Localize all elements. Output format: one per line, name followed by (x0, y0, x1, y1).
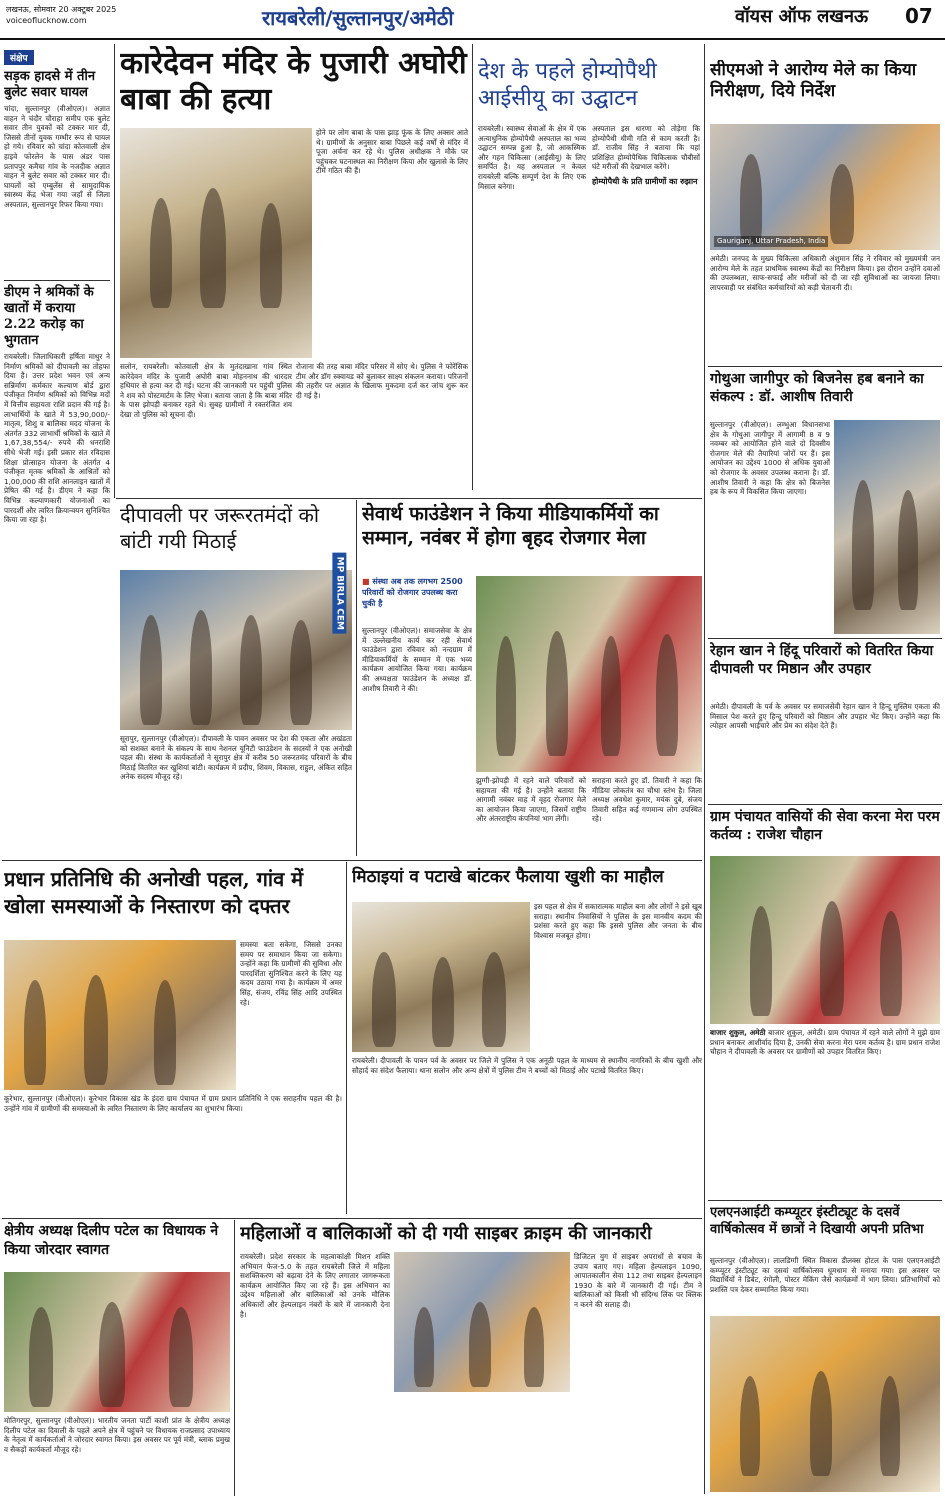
lnit-headline: एलएनआईटी कम्प्यूटर इंस्टीट्यूट के दसवें वार्षिकोत्सव में छात्रों ने दिखायी अपनी प्रतिभा (710, 1205, 924, 1237)
divider (2, 860, 702, 861)
kshetriya-story (4, 1222, 230, 1270)
gothua-story (710, 370, 940, 416)
lnit-photo (710, 1316, 940, 1492)
person-figure (200, 188, 226, 308)
sevarth-photo (476, 576, 702, 772)
dateline: लखनऊ, सोमवार 20 अक्टूबर 2025 (6, 5, 117, 14)
cyber-photo (394, 1252, 570, 1392)
divider (708, 1200, 942, 1201)
photo-geotag: Gauriganj, Uttar Pradesh, India (714, 236, 828, 247)
page-number: 07 (905, 4, 933, 28)
lead-headline: कारेदेवन मंदिर के पुजारी अघोरी बाबा की हत्या (120, 46, 467, 117)
person-figure (880, 1376, 900, 1476)
mithai-photo (352, 902, 530, 1052)
camp-body: सूरापुर, सुल्तानपुर (वीओएल)। दीपावली के पावन अवसर पर देश की एकता और अखंडता को सशक्त बनाने के संकल्प के साथ नेशनल यूनिटी फाउंडेशन के सदस्यों ने एक अनोखी पहल की। संस्था के कार्यकर्ताओं ने सूरापुर क्षेत्र में करीब 50 जरूरतमंद परिवारों के बीच मिठाई वितरित कर खुशियां बांटी। कार्यक्रम में प्रदीप, शिवम, विकास, राहुल, अंकित सहित अनेक सदस्य मौजूद रहे। (120, 734, 352, 782)
column-rule (114, 44, 115, 498)
person-figure (740, 154, 762, 244)
brief-body: चांदा, सुल्तानपुर (वीओएल)। अज्ञात वाहन ने चंदौर चौराहा समीप एक बुलेट सवार तीन युवकों को टक्कर मार दी, जिससे तीनों युवक गम्भीर रूप से घायल हो गये। रविवार को चांदा कोतवाली क्षेत्र हाइवे फोरलेन के पास अंडर पास प्रतापपुर कमैचा गांव के नजदीक अज्ञात वाहन ने बुलेट सवार को टक्कर मार दी। घायलों को एम्बुलेंस से सामुदायिक स्वास्थ्य केंद्र भेजा गया जहाँ से जिला अस्पताल, सुल्तानपुर रिफर किया गया। (4, 104, 110, 209)
mithai-body: इस पहल से क्षेत्र में सकारात्मक माहौल बना और लोगों ने इसे खूब सराहा। स्थानीय निवासियों ने पुलिस के इस मानवीय कदम की प्रशंसा करते हुए कहा कि इससे पुलिस और जनता के बीच विश्वास मजबूत होगा। (534, 902, 702, 940)
gothua-photo (834, 420, 940, 634)
brief-body: रायबरेली। जिलाधिकारी हर्षिता माथुर ने निर्माण श्रमिकों को दीपावली का तोहफा दिया है। उत्तर प्रदेश भवन एवं अन्य सन्निर्माण कर्मकार कल्याण बोर्ड द्वारा पंजीकृत निर्माण श्रमिकों को विभिन्न मदों में वित्तीय सहायता राशि प्रदान की गई है। लाभार्थियों के खाते में 53,90,000/- मातृत्व, शिशु व बालिका मदद योजना के अंतर्गत 332 लाभार्थी श्रमिकों के खाते में 1,67,38,554/- रुपये की धनराशि सीधे भेजी गई। इसी प्रकार संत रविदास शिक्षा प्रोत्साहन योजना के अंतर्गत 4 पंजीकृत मृतक श्रमिकों के आश्रितों को 1,00,000 की राशि आनलाइन खातों में प्रेषित की गई है। डीएम ने कहा कि विभिन्न कल्याणकारी योजनाओं का पारदर्शी और त्वरित क्रियान्वयन सुनिश्चित किया जा रहा है। (4, 352, 110, 525)
pradhan-body: समस्या बता सकेगा, जिससे उनका समय पर समाधान किया जा सकेगा। उन्होंने कहा कि ग्रामीणों की सुविधा और पारदर्शिता सुनिश्चित करने के लिए यह कदम उठाया गया है। कार्यक्रम में अमर सिंह, संजय, रविंद्र सिंह आदि उपस्थित रहे। (240, 940, 342, 1007)
section-title: रायबरेली/सुल्तानपुर/अमेठी (262, 6, 454, 30)
cyber-headline: महिलाओं व बालिकाओं को दी गयी साइबर क्राइम की जानकारी (240, 1223, 652, 1244)
person-figure (898, 490, 918, 610)
person-figure (29, 1307, 53, 1407)
mithai-body: रायबरेली। दीपावली के पावन पर्व के अवसर पर जिले में पुलिस ने एक अनूठी पहल के माध्यम से स्थानीय नागरिकों के बीच खुशी और सौहार्द का संदेश फैलाया। थाना सलोन और अन्य क्षेत्रों में पुलिस टीम ने बच्चों को मिठाई और पटाखे वितरित किए। (352, 1056, 702, 1075)
website[interactable]: voiceoflucknow.com (6, 16, 87, 25)
gram-headline: ग्राम पंचायत वासियों की सेवा करना मेरा परम कर्तव्य : राजेश चौहान (710, 809, 940, 843)
lnit-story (710, 1204, 940, 1252)
homeo-headline: देश के पहले होम्योपैथी आईसीयू का उद्घाटन (478, 59, 657, 111)
lead-photo (120, 128, 312, 358)
person-figure (546, 631, 568, 756)
rehan-body: अमेठी। दीपावली के पर्व के अवसर पर समाजसेवी रेहान खान ने हिन्दू मुस्लिम एकता की मिसाल पेश करते हुए हिन्दू परिवारों को मिष्ठान और उपहार भेंट किए। उन्होंने कहा कि त्योहार आपसी भाईचारे और प्रेम का संदेश देते हैं। (710, 702, 940, 731)
homeo-body: रायबरेली। स्वास्थ्य सेवाओं के क्षेत्र में एक अत्याधुनिक होम्योपैथी अस्पताल का भव्य उद्घाटन सम्पन्न हुआ है, जो आकस्मिक और गहन चिकित्सा (आईसीयू) के लिए समर्पित है। यह अस्पताल न केवल रायबरेली बल्कि सम्पूर्ण देश के लिए एक मिसाल बनेगा। (478, 124, 586, 191)
column-rule (346, 862, 347, 1214)
person-figure (290, 620, 312, 725)
brief-headline: सड़क हादसे में तीन बुलेट सवार घायल (4, 69, 96, 100)
person-figure (820, 901, 844, 1016)
divider (116, 498, 702, 499)
sevarth-bullet (362, 576, 472, 622)
gram-photo (710, 856, 940, 1024)
pradhan-body: कूरेभार, सुल्तानपुर (वीओएल)। कूरेभार विकास खंड के इंदरा ग्राम पंचायत में ग्राम प्रधान प्रतिनिधि ने एक सराहनीय पहल की है। उन्होंने गांव में ग्रामीणों की समस्याओं के त्वरित निस्तारण के लिए कार्यालय का शुभारंभ किया। (4, 1094, 342, 1113)
dateline-block (6, 4, 116, 26)
person-figure (469, 1302, 491, 1387)
pradhan-photo (4, 940, 236, 1090)
divider (708, 366, 942, 367)
column-rule (356, 500, 357, 856)
homeo-body-col (592, 124, 700, 490)
gothua-headline: गोथुआ जागीपुर को बिजनेस हब बनाने का संकल्प : डॉ. आशीष तिवारी (710, 371, 924, 405)
person-figure (880, 911, 902, 1016)
person-figure (656, 634, 678, 756)
gram-dateline: बाजार शुकुल, अमेठी (710, 1028, 766, 1037)
person-figure (84, 975, 108, 1085)
cmo-story (710, 60, 940, 120)
cyber-story (240, 1222, 702, 1248)
person-figure (601, 636, 621, 756)
gram-story (710, 808, 940, 852)
column-rule (234, 1220, 235, 1496)
divider (708, 638, 942, 639)
rehan-headline: रेहान खान ने हिंदू परिवारों को वितरित किया दीपावली पर मिष्ठान और उपहार (710, 643, 934, 677)
person-figure (24, 980, 46, 1085)
sevarth-story (362, 502, 702, 572)
mithai-story (352, 866, 702, 902)
kshetriya-photo (4, 1272, 230, 1412)
gothua-body: सुल्तानपुर (वीओएल)। लम्भुआ विधानसभा क्षेत्र के गोथुआ जागीपुर में आगामी 8 व 9 नवम्बर को आयोजित होने वाले दो दिवसीय रोजगार मेले की तैयारियां जोरों पर हैं। इस आयोजन का उद्देश्य 1000 से अधिक युवाओं को रोजगार के अवसर उपलब्ध कराना है। डॉ. आशीष तिवारी ने कहा कि क्षेत्र को बिजनेस हब के रूप में विकसित किया जाएगा। (710, 420, 830, 497)
sevarth-body: सराहना करते हुए डॉ. तिवारी ने कहा कि मीडिया लोकतंत्र का चौथा स्तंभ है। जिला अध्यक्ष अवधेश कुमार, मयंक दुबे, संजय तिवारी सहित कई गणमान्य लोग उपस्थित रहे। (592, 776, 702, 824)
camp-photo (120, 556, 352, 730)
person-figure (432, 957, 454, 1047)
sevarth-body: सुल्तानपुर (वीओएल)। समाजसेवा के क्षेत्र में उल्लेखनीय कार्य कर रही सेवार्थ फाउंडेशन द्वारा रविवार को नन्दग्राम में मीडियाकर्मियों के सम्मान में एक भव्य कार्यक्रम आयोजित किया गया। कार्यक्रम की अध्यक्षता फाउंडेशन के अध्यक्ष डॉ. आशीष तिवारी ने की। (362, 626, 472, 693)
person-figure (260, 203, 282, 308)
person-figure (810, 1371, 832, 1476)
cmo-headline: सीएमओ ने आरोग्य मेले का किया निरीक्षण, दिये निर्देश (710, 60, 917, 101)
person-figure (740, 1376, 760, 1476)
camp-story (120, 502, 352, 566)
sevarth-bullet-text: ■ संस्था अब तक लगभग 2500 परिवारों को रोजगार उपलब्ध करा चुकी है (362, 576, 472, 609)
kshetriya-headline: क्षेत्रीय अध्यक्ष दिलीप पटेल का विधायक ने किया जोरदार स्वागत (4, 1223, 219, 1258)
brand-name: वॉयस ऑफ लखनऊ (735, 6, 869, 27)
person-figure (154, 980, 176, 1085)
person-figure (372, 952, 396, 1047)
homeo-subhead: होम्योपैथी के प्रति ग्रामीणों का रुझान (592, 175, 698, 186)
column-rule (704, 44, 705, 1494)
divider (708, 804, 942, 805)
person-figure (496, 636, 516, 756)
person-figure (830, 164, 854, 244)
person-figure (414, 1307, 434, 1387)
person-figure (852, 480, 874, 610)
camp-headline: दीपावली पर जरूरतमंदों को बांटी गयी मिठाई (120, 503, 320, 553)
person-figure (169, 1307, 193, 1407)
masthead (0, 0, 945, 40)
divider (2, 1218, 702, 1219)
person-figure (482, 952, 506, 1047)
gram-body (710, 1028, 940, 1196)
person-figure (190, 610, 212, 725)
banner-text: MP BIRLA CEM (332, 553, 346, 634)
lead-body: होने पर लोग बाबा के पास झाड़ फूंक के लिए अक्सर आते थे। ग्रामीणों के अनुसार बाबा पिछले कई वर्षों से मंदिर में पूजा अर्चना कर रहे थे। पुलिस अधीक्षक ने मौके पर पहुंचकर घटनास्थल का निरीक्षण किया और खुलासे के लिए टीमें गठित की हैं। (316, 128, 468, 176)
lnit-body: सुल्तानपुर (वीओएल)। लालडिग्गी स्थित विकास डीलक्स होटल के पास एलएनआईटी कम्प्यूटर इंस्टीट्यूट का दसवां वार्षिकोत्सव धूमधाम से मनाया गया। इस अवसर पर विद्यार्थियों ने डिबेट, रंगोली, पोस्टर मेकिंग जैसे कार्यक्रमों में भाग लिया। प्रतिभागियों को प्रशस्ति पत्र देकर सम्मानित किया गया। (710, 1256, 940, 1294)
person-figure (99, 1302, 125, 1407)
kshetriya-body: मोतिगरपुर, सुल्तानपुर (वीओएल)। भारतीय जनता पार्टी काशी प्रांत के क्षेत्रीय अध्यक्ष दिलीप पटेल का दिवाली के पहले अपने क्षेत्र में पहुंचने पर विधायक राजप्रसाद उपाध्याय के नेतृत्व में कार्यकर्ताओं ने जोरदार स्वागत किया। इस अवसर पर पूर्व मंत्री, ब्लाक प्रमुख व सैकड़ों कार्यकर्ता मौजूद रहे। (4, 1416, 230, 1454)
person-figure (240, 615, 262, 725)
cmo-body: अमेठी। जनपद के मुख्य चिकित्सा अधिकारी अंशुमान सिंह ने रविवार को मुख्यमंत्री जन आरोग्य मेले के तहत प्राथमिक स्वास्थ्य केंद्रों का निरीक्षण किया। इस दौरान उन्होंने दवाओं की उपलब्धता, साफ-सफाई और मरीजों को दी जा रही सुविधाओं का जायजा लिया। लापरवाही पर संबंधित कर्मचारियों को कड़ी चेतावनी दी। (710, 254, 940, 292)
gram-body-text: बाजार शुकुल, अमेठी। ग्राम पंचायत में रहने वाले लोगों ने मुझे ग्राम प्रधान बनाकर आशीर्वाद दिया है, उनकी सेवा करना मेरा परम कर्तव्य है। ग्राम प्रधान राजेश चौहान ने दीपावली के अवसर पर ग्रामीणों को उपहार वितरित किए। (710, 1028, 940, 1057)
mithai-headline: मिठाइयां व पटाखे बांटकर फैलाया खुशी का माहौल (352, 867, 664, 887)
lead-body: रोजाना की तरह बाबा मंदिर परिसर में सोए थे। पुलिस ने फोरेंसिक टीम और डॉग स्क्वायड को बुलाकर साक्ष्य संकलन कराया। परिजनों की तहरीर पर अज्ञात के खिलाफ मुकदमा दर्ज कर जांच शुरू कर दी गई है। (296, 362, 468, 400)
pradhan-story (4, 866, 342, 936)
person-figure (524, 1307, 544, 1387)
cyber-body: रायबरेली। प्रदेश सरकार के महत्वाकांक्षी मिशन शक्ति अभियान फेज-5.0 के तहत रायबरेली जिले में महिला सशक्तिकरण को बढ़ावा देने के लिए लगातार जागरूकता कार्यक्रम आयोजित किए जा रहे हैं। इस अभियान का उद्देश्य महिलाओं और बालिकाओं को उनके मौलिक अधिकारों और हेल्पलाइन नंबरों के बारे में जानकारी देना है। (240, 1252, 390, 1319)
cmo-photo (710, 124, 940, 250)
sevarth-headline: सेवार्थ फाउंडेशन ने किया मीडियाकर्मियों का सम्मान, नवंबर में होगा बृहद रोजगार मेला (362, 503, 659, 549)
person-figure (140, 615, 162, 725)
person-figure (750, 906, 772, 1016)
rehan-story (710, 642, 940, 698)
brief-headline: डीएम ने श्रमिकों के खातों में कराया 2.22 करोड़ का भुगतान (4, 280, 110, 349)
column-rule (472, 44, 473, 490)
homeo-story (478, 58, 700, 122)
homeo-body: अस्पताल इस धारणा को तोड़ेगा कि होम्योपैथी धीमी गति से काम करती है। डॉ. राजीव सिंह ने बताया कि यहां प्रशिक्षित होम्योपैथिक चिकित्सक चौबीसों घंटे मरीजों की देखभाल करेंगे। (592, 124, 700, 172)
person-figure (150, 198, 172, 308)
sevarth-body: झुग्गी-झोपड़ी में रहने वाले परिवारों को सहायता की गई है। उन्होंने बताया कि आगामी नवंबर माह में वृहद रोजगार मेले का आयोजन किया जाएगा, जिसमें राष्ट्रीय और अंतरराष्ट्रीय कंपनियां भाग लेंगी। (476, 776, 586, 824)
briefs-kicker: संक्षेप (4, 50, 34, 65)
cyber-body: डिजिटल युग में साइबर अपराधों से बचाव के उपाय बताए गए। महिला हेल्पलाइन 1090, आपातकालीन सेवा 112 तथा साइबर हेल्पलाइन 1930 के बारे में जानकारी दी गई। टीम ने बालिकाओं को किसी भी संदिग्ध लिंक पर क्लिक न करने की सलाह दी। (574, 1252, 702, 1309)
pradhan-headline: प्रधान प्रतिनिधि की अनोखी पहल, गांव में खोला समस्याओं के निस्तारण को दफ्तर (4, 867, 304, 918)
briefs-column (4, 46, 110, 866)
lead-body: सलोन, रायबरेली। कोतवाली क्षेत्र के मुतंदाखाना गांव स्थित कारेदेवन मंदिर के पुजारी अघोरी बाबा मोहननाथ की धारदार हथियार से हत्या कर दी गई। घटना की जानकारी पर पहुंची पुलिस ने शव को पोस्टमार्टम के लिए भेजा। बताया जाता है कि बाबा मंदिर के पास झोपड़ी बनाकर रहते थे। सुबह ग्रामीणों ने रक्तरंजित शव देखा तो पुलिस को सूचना दी। (120, 362, 292, 419)
